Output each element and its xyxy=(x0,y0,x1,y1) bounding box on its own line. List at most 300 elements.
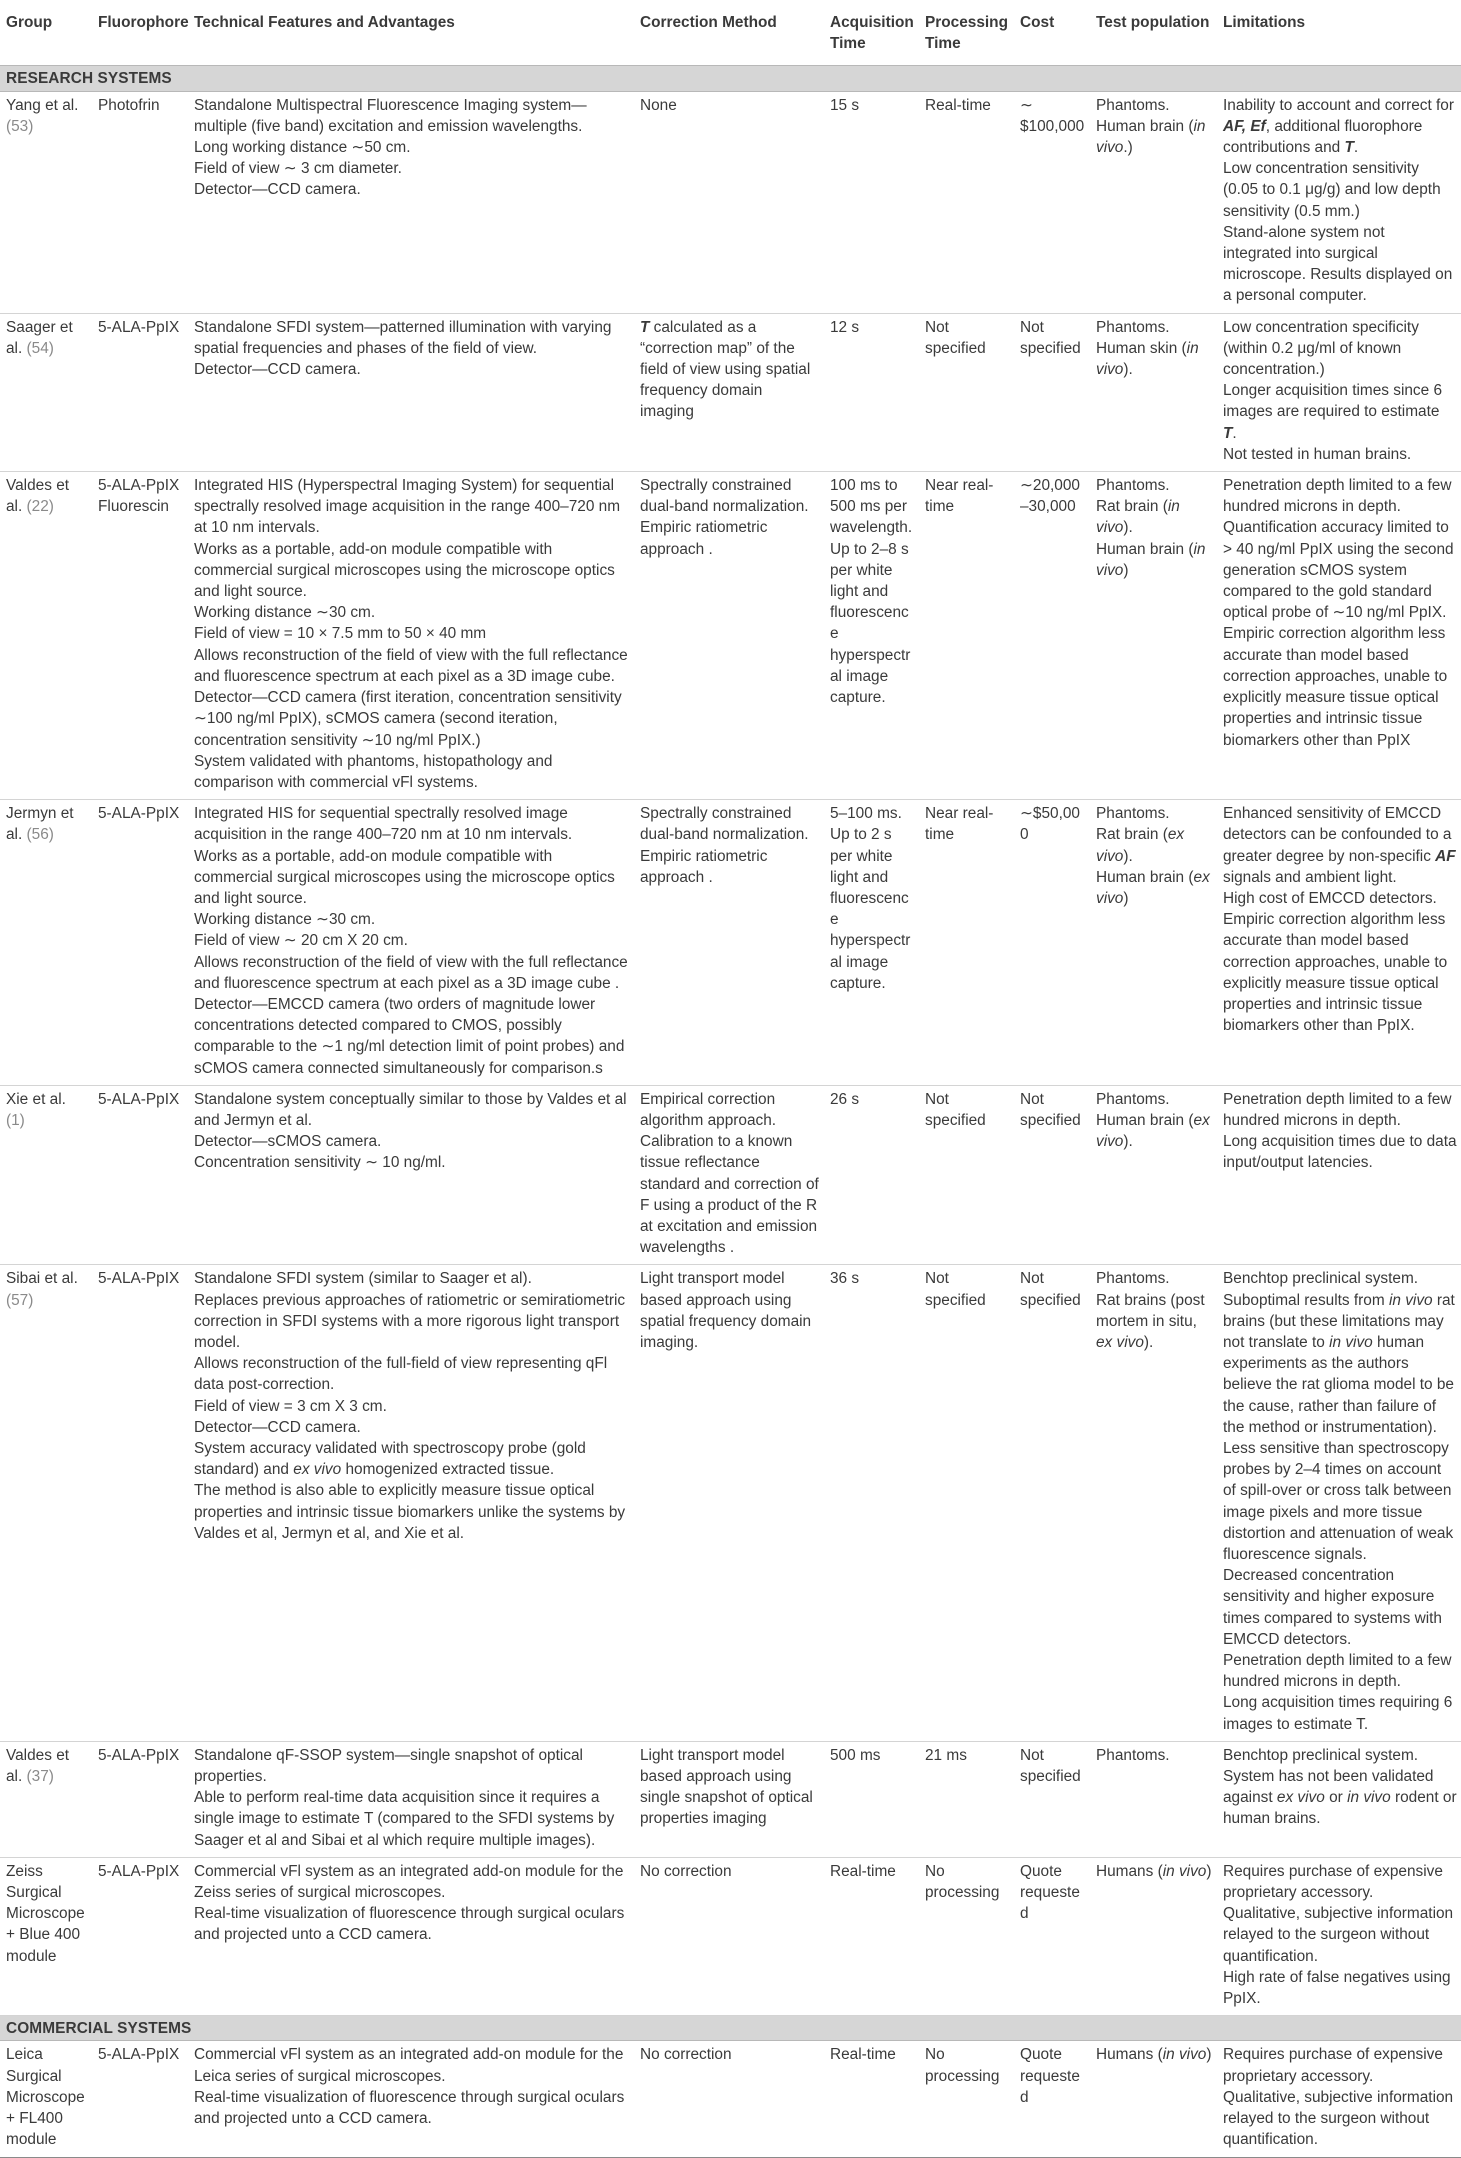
cell-line xyxy=(1020,317,1086,359)
cell-line xyxy=(98,1745,184,1766)
cell-line xyxy=(925,1268,1010,1310)
header-fluorophore: Fluorophore xyxy=(92,6,188,66)
cell-text: Human brain ( xyxy=(1096,540,1194,558)
cell-text: ∼20,000–30,000 xyxy=(1020,477,1080,516)
cell-line xyxy=(98,475,184,517)
cell-line xyxy=(1096,1110,1213,1152)
cell-line xyxy=(6,1089,88,1131)
cell-text: Works as a portable, add-on module compatible with commercial surgical microscopes using the microscope optics and light source. xyxy=(194,540,615,601)
cell-limitations xyxy=(1217,91,1461,313)
cell-line xyxy=(194,909,630,930)
cell-text: homogenized extracted tissue. xyxy=(341,1461,555,1479)
cell-line xyxy=(1223,888,1457,909)
cell-acquisition xyxy=(824,1085,919,1265)
cell-line xyxy=(1223,1290,1457,1438)
cell-text: Penetration depth limited to a few hundred microns in depth. xyxy=(1223,477,1452,516)
cell-line xyxy=(1223,1438,1457,1565)
cell-text: Standalone system conceptually similar to those by Valdes et al and Jermyn et al. xyxy=(194,1090,627,1129)
header-correction-method: Correction Method xyxy=(634,6,824,66)
cell-population xyxy=(1090,1265,1217,1741)
cell-text: Phantoms. xyxy=(1096,1746,1170,1764)
cell-text: Penetration depth limited to a few hundred microns in depth. xyxy=(1223,1652,1452,1691)
cell-text: Near real-time xyxy=(925,477,994,516)
cell-text: Real-time xyxy=(925,96,991,114)
cell-text: in vivo xyxy=(1162,1862,1207,1880)
cell-text: T xyxy=(1223,424,1233,442)
cell-text: Light transport model based approach using single snapshot of optical properties imaging xyxy=(640,1746,813,1828)
cell-text: Longer acquisition times since 6 images are required to estimate xyxy=(1223,382,1443,421)
cell-text: ∼$50,000 xyxy=(1020,805,1080,844)
cell-text: in vivo xyxy=(1162,2046,1207,2064)
table-header-row xyxy=(0,6,1461,66)
cell-text: Not tested in human brains. xyxy=(1223,445,1412,463)
cell-line xyxy=(6,803,88,845)
cell-text: ). xyxy=(1123,1133,1133,1151)
cell-text: 5–100 ms. Up to 2 s per white light and fluorescence hyperspectral image capture. xyxy=(830,805,911,992)
cell-line xyxy=(194,2087,630,2129)
cell-line xyxy=(194,1131,630,1152)
cell-text: Real-time xyxy=(830,2046,896,2064)
cell-line xyxy=(1223,95,1457,159)
cell-line xyxy=(1223,1089,1457,1131)
cell-cost xyxy=(1014,2041,1090,2157)
cell-text: Empiric correction algorithm less accurate than model based correction approaches, unable to explicitly measure tissue optical properties and intrinsic tissue biomarkers other than PpIX. xyxy=(1223,911,1448,1035)
cell-population xyxy=(1090,91,1217,313)
cell-line xyxy=(194,602,630,623)
cell-text: Not specified xyxy=(925,1090,986,1129)
cell-text: ). xyxy=(1123,361,1133,379)
cell-line xyxy=(1223,1565,1457,1650)
cell-features xyxy=(188,1741,634,1857)
cell-fluorophore xyxy=(92,1857,188,2015)
cell-processing xyxy=(919,800,1014,1086)
cell-limitations xyxy=(1217,472,1461,800)
cell-population xyxy=(1090,1085,1217,1265)
cell-line xyxy=(194,359,630,380)
header-features: Technical Features and Advantages xyxy=(188,6,634,66)
cell-line xyxy=(194,1480,630,1544)
cell-text: Stand-alone system not integrated into surgical microscope. Results displayed on a personal computer. xyxy=(1223,223,1453,305)
cell-line xyxy=(830,1745,915,1766)
cell-line xyxy=(98,1089,184,1110)
cell-line xyxy=(1096,539,1213,581)
cell-text: 5-ALA-PpIX xyxy=(98,318,180,336)
cell-line xyxy=(194,1089,630,1131)
cell-line xyxy=(1020,2044,1086,2108)
cell-processing xyxy=(919,2041,1014,2157)
cell-text: Field of view ∼ 3 cm diameter. xyxy=(194,160,402,178)
cell-text: . xyxy=(1353,139,1359,157)
cell-text: Working distance ∼30 cm. xyxy=(194,911,376,929)
cell-line xyxy=(1223,2087,1457,2151)
cell-text: Empirical correction algorithm approach. xyxy=(640,1090,777,1129)
cell-text: in vivo xyxy=(1347,1789,1391,1807)
cell-text: Jermyn et al. xyxy=(6,805,74,844)
cell-text: in vivo xyxy=(1096,540,1206,579)
cell-text: Sibai et al. xyxy=(6,1270,78,1288)
cell-text: Real-time visualization of fluorescence through surgical oculars and projected unto a CCD camera. xyxy=(194,2088,625,2128)
cell-text: System validated with phantoms, histopathology and comparison with commercial vFl systems. xyxy=(194,752,553,791)
cell-line xyxy=(194,952,630,994)
cell-text: ∼ $100,000 xyxy=(1020,96,1085,135)
table-row xyxy=(0,1857,1461,2015)
cell-line xyxy=(640,95,820,116)
cell-line xyxy=(830,1089,915,1110)
cell-line xyxy=(1096,2044,1213,2065)
table-row xyxy=(0,1265,1461,1741)
cell-text: 5-ALA-PpIX xyxy=(98,1746,180,1764)
cell-correction xyxy=(634,91,824,313)
reference-number: (56) xyxy=(26,826,54,844)
cell-text: Low concentration specificity (within 0.2 μg/ml of known concentration.) xyxy=(1223,318,1419,379)
cell-correction xyxy=(634,472,824,800)
cell-line xyxy=(6,317,88,359)
cell-line xyxy=(194,317,630,359)
cell-limitations xyxy=(1217,800,1461,1086)
cell-text: Requires purchase of expensive proprietary accessory. xyxy=(1223,2046,1443,2085)
header-processing-time: Processing Time xyxy=(919,6,1014,66)
cell-group xyxy=(0,800,92,1086)
cell-line xyxy=(194,1353,630,1395)
section-header-row xyxy=(0,2016,1461,2041)
cell-text: 12 s xyxy=(830,318,860,336)
cell-line xyxy=(1096,317,1213,381)
cell-line xyxy=(6,1861,88,1967)
cell-line xyxy=(1223,1650,1457,1692)
cell-line xyxy=(6,2044,88,2150)
cell-line xyxy=(1223,444,1457,465)
cell-text: 5-ALA-PpIX Fluorescin xyxy=(98,477,180,516)
cell-text: Able to perform real-time data acquisition since it requires a single image to estimate T (compared to the SFDI systems by Saager et al and Sibai et al which require multiple images). xyxy=(194,1789,615,1849)
cell-line xyxy=(194,1438,630,1480)
cell-text: Detector—sCMOS camera. xyxy=(194,1133,382,1151)
cell-text: calculated as a “correction map” of the field of view using spatial frequency domain imaging xyxy=(640,318,811,421)
cell-text: Valdes et al. xyxy=(6,1746,70,1786)
cell-correction xyxy=(634,1085,824,1265)
cell-line xyxy=(925,95,1010,116)
cell-text: , additional fluorophore contributions and xyxy=(1223,117,1423,157)
cell-line xyxy=(1020,1089,1086,1131)
cell-text: 15 s xyxy=(830,96,860,114)
cell-line xyxy=(98,803,184,824)
cell-text: Concentration sensitivity ∼ 10 ng/ml. xyxy=(194,1154,446,1172)
cell-population xyxy=(1090,1741,1217,1857)
cell-line xyxy=(1223,475,1457,517)
header-cost: Cost xyxy=(1014,6,1090,66)
section-title: RESEARCH SYSTEMS xyxy=(0,66,1461,91)
cell-line xyxy=(925,2044,1010,2086)
cell-line xyxy=(1223,1903,1457,1967)
cell-text: Humans ( xyxy=(1096,2046,1163,2064)
cell-text: ). xyxy=(1143,1333,1154,1351)
cell-text: Not specified xyxy=(925,1270,986,1309)
cell-text: Detector—CCD camera. xyxy=(194,1418,361,1436)
cell-fluorophore xyxy=(92,1265,188,1741)
cell-line xyxy=(1096,1861,1213,1882)
cell-text: Detector—CCD camera. xyxy=(194,181,361,199)
header-limitations: Limitations xyxy=(1217,6,1461,66)
cell-limitations xyxy=(1217,313,1461,471)
cell-line xyxy=(830,475,915,708)
cell-line xyxy=(1096,496,1213,538)
cell-line xyxy=(640,846,820,888)
cell-line xyxy=(925,803,1010,845)
header-test-population: Test population xyxy=(1090,6,1217,66)
cell-text: Light transport model based approach using spatial frequency domain imaging. xyxy=(640,1270,812,1351)
cell-line xyxy=(640,2044,820,2065)
cell-text: Phantoms. xyxy=(1096,1270,1170,1288)
cell-text: 26 s xyxy=(830,1090,860,1108)
cell-text: Not specified xyxy=(1020,1746,1081,1786)
cell-text: Benchtop preclinical system. xyxy=(1223,1746,1419,1764)
cell-text: in vivo xyxy=(1096,117,1206,157)
cell-cost xyxy=(1014,800,1090,1086)
cell-text: Leica Surgical Microscope + FL400 module xyxy=(6,2046,85,2149)
cell-text: ex vivo xyxy=(1096,1333,1144,1351)
cell-processing xyxy=(919,313,1014,471)
cell-line xyxy=(194,179,630,200)
cell-processing xyxy=(919,1265,1014,1741)
cell-text: ). xyxy=(1123,519,1133,537)
cell-text: Spectrally constrained dual-band normalization. xyxy=(640,477,809,516)
cell-fluorophore xyxy=(92,1741,188,1857)
cell-line xyxy=(194,1745,630,1787)
cell-text: Not specified xyxy=(925,318,986,357)
table-row xyxy=(0,800,1461,1086)
cell-text: 100 ms to 500 ms per wavelength. Up to 2–8 s per white light and fluorescence hyperspectral image capture. xyxy=(830,477,913,707)
cell-correction xyxy=(634,2041,824,2157)
cell-text: .) xyxy=(1123,139,1133,157)
cell-text: 5-ALA-PpIX xyxy=(98,2046,180,2064)
cell-line xyxy=(98,1861,184,1882)
cell-features xyxy=(188,1857,634,2015)
cell-text: Suboptimal results from xyxy=(1223,1291,1389,1309)
cell-text: Spectrally constrained dual-band normalization. xyxy=(640,805,809,844)
cell-text: Qualitative, subjective information relayed to the surgeon without quantification. xyxy=(1223,1905,1454,1965)
cell-features xyxy=(188,2041,634,2157)
cell-cost xyxy=(1014,1085,1090,1265)
cell-group xyxy=(0,1741,92,1857)
cell-population xyxy=(1090,313,1217,471)
cell-line xyxy=(1096,824,1213,866)
cell-text: Allows reconstruction of the field of view with the full reflectance and fluorescence spectrum at each pixel as a 3D image cube . xyxy=(194,953,628,992)
cell-acquisition xyxy=(824,91,919,313)
cell-group xyxy=(0,2041,92,2157)
cell-line xyxy=(1096,475,1213,496)
cell-line xyxy=(194,803,630,845)
cell-group xyxy=(0,472,92,800)
cell-acquisition xyxy=(824,1265,919,1741)
cell-line xyxy=(640,475,820,517)
cell-text: Quote requested xyxy=(1020,2046,1080,2106)
cell-text: The method is also able to explicitly measure tissue optical properties and intrinsic tissue biomarkers unlike the systems by Valdes et al, Jermyn et al, and Xie et al. xyxy=(194,1482,626,1542)
cell-line xyxy=(1020,95,1086,137)
cell-text: Rat brain ( xyxy=(1096,498,1168,516)
cell-text: signals and ambient light. xyxy=(1223,868,1397,886)
cell-text: Detector—CCD camera. xyxy=(194,361,361,379)
cell-text: ex vivo xyxy=(1096,1111,1210,1151)
cell-correction xyxy=(634,1857,824,2015)
cell-line xyxy=(194,158,630,179)
cell-text: ex vivo xyxy=(1276,1789,1325,1807)
cell-text: Real-time visualization of fluorescence through surgical oculars and projected unto a CCD camera. xyxy=(194,1905,625,1944)
reference-number: (37) xyxy=(26,1768,54,1786)
imaging-systems-comparison-table xyxy=(0,6,1461,2158)
cell-text: Zeiss Surgical Microscope + Blue 400 module xyxy=(6,1862,85,1965)
cell-text: Field of view ∼ 20 cm X 20 cm. xyxy=(194,932,408,950)
cell-features xyxy=(188,313,634,471)
cell-text: Long acquisition times due to data input/output latencies. xyxy=(1223,1133,1457,1172)
cell-processing xyxy=(919,1085,1014,1265)
cell-fluorophore xyxy=(92,2041,188,2157)
cell-line xyxy=(925,317,1010,359)
cell-text: Benchtop preclinical system. xyxy=(1223,1270,1419,1288)
cell-population xyxy=(1090,1857,1217,2015)
cell-features xyxy=(188,91,634,313)
cell-features xyxy=(188,472,634,800)
cell-text: None xyxy=(640,96,677,114)
cell-text: Calibration to a known tissue reflectance standard and correction of F using a product of the R at excitation and emission wavelengths . xyxy=(640,1133,819,1257)
cell-line xyxy=(1223,1268,1457,1289)
cell-line xyxy=(194,1268,630,1289)
cell-line xyxy=(194,1152,630,1173)
cell-text: Requires purchase of expensive proprietary accessory. xyxy=(1223,1862,1443,1902)
table-row xyxy=(0,1741,1461,1857)
section-header-row xyxy=(0,66,1461,91)
cell-line xyxy=(194,1861,630,1903)
cell-text: Valdes et al. xyxy=(6,477,70,516)
cell-line xyxy=(98,317,184,338)
table-row xyxy=(0,2041,1461,2157)
cell-cost xyxy=(1014,1741,1090,1857)
cell-population xyxy=(1090,472,1217,800)
cell-processing xyxy=(919,1857,1014,2015)
cell-fluorophore xyxy=(92,1085,188,1265)
cell-text: rat brains (but these limitations may not translate to xyxy=(1223,1291,1455,1351)
cell-text: Replaces previous approaches of ratiometric or semiratiometric correction in SFDI systems with a more rigorous light transport model. xyxy=(194,1291,626,1351)
cell-text: No processing xyxy=(925,2046,1000,2085)
table-row xyxy=(0,313,1461,471)
cell-acquisition xyxy=(824,1741,919,1857)
cell-text: ex vivo xyxy=(1096,826,1185,865)
cell-line xyxy=(925,475,1010,517)
cell-processing xyxy=(919,472,1014,800)
cell-line xyxy=(640,1861,820,1882)
cell-text: Phantoms. Human skin ( xyxy=(1096,318,1187,357)
cell-group xyxy=(0,1857,92,2015)
cell-cost xyxy=(1014,91,1090,313)
table-row xyxy=(0,472,1461,800)
cell-text: in vivo xyxy=(1096,339,1199,379)
cell-text: High rate of false negatives using PpIX. xyxy=(1223,1968,1451,2008)
cell-text: Long acquisition times requiring 6 images to estimate T. xyxy=(1223,1694,1453,1733)
cell-fluorophore xyxy=(92,313,188,471)
cell-text: Phantoms. xyxy=(1096,477,1170,495)
cell-correction xyxy=(634,1265,824,1741)
table-body xyxy=(0,66,1461,2157)
cell-fluorophore xyxy=(92,800,188,1086)
cell-text: Inability to account and correct for xyxy=(1223,96,1454,114)
cell-line xyxy=(1096,1290,1213,1354)
cell-text: ) xyxy=(1206,1862,1212,1880)
cell-text: ex vivo xyxy=(293,1461,342,1479)
cell-line xyxy=(98,1268,184,1289)
cell-line xyxy=(194,994,630,1079)
cell-line xyxy=(640,803,820,845)
cell-line xyxy=(830,1861,915,1882)
cell-text: in vivo xyxy=(1329,1333,1373,1351)
cell-limitations xyxy=(1217,1857,1461,2015)
cell-population xyxy=(1090,800,1217,1086)
cell-text: Low concentration sensitivity (0.05 to 0.1 μg/g) and low depth sensitivity (0.5 mm.) xyxy=(1223,160,1441,220)
cell-text: Standalone qF-SSOP system—single snapshot of optical properties. xyxy=(194,1746,583,1786)
cell-text: Saager et al. xyxy=(6,318,73,357)
cell-text: Detector—CCD camera (first iteration, concentration sensitivity ∼100 ng/ml PpIX), sCMOS camera (second iteration, concentration sensitivity ∼10 ng/ml PpIX.) xyxy=(194,689,622,749)
cell-cost xyxy=(1014,313,1090,471)
cell-limitations xyxy=(1217,1265,1461,1741)
header-acquisition-time: Acquisition Time xyxy=(824,6,919,66)
cell-limitations xyxy=(1217,1741,1461,1857)
cell-line xyxy=(925,1861,1010,1903)
cell-acquisition xyxy=(824,800,919,1086)
cell-text: ) xyxy=(1123,889,1129,907)
cell-text: ). xyxy=(1123,847,1133,865)
cell-line xyxy=(194,623,630,644)
cell-text: Working distance ∼30 cm. xyxy=(194,604,376,622)
cell-text: Penetration depth limited to a few hundred microns in depth. xyxy=(1223,1090,1452,1129)
cell-population xyxy=(1090,2041,1217,2157)
cell-line xyxy=(1020,475,1086,517)
cell-text: Real-time xyxy=(830,1862,896,1880)
cell-text: Allows reconstruction of the full-field of view representing qFl data post-correction. xyxy=(194,1355,608,1394)
cell-acquisition xyxy=(824,1857,919,2015)
cell-line xyxy=(1223,317,1457,381)
cell-text: No correction xyxy=(640,2046,732,2064)
cell-text: Xie et al. xyxy=(6,1090,66,1108)
cell-text: Empiric ratiometric approach . xyxy=(640,847,768,886)
cell-cost xyxy=(1014,1265,1090,1741)
cell-text: Empiric correction algorithm less accurate than model based correction approaches, unable to explicitly measure tissue optical properties and intrinsic tissue biomarkers other than PpIX xyxy=(1223,625,1448,749)
cell-line xyxy=(830,317,915,338)
cell-text: Humans ( xyxy=(1096,1862,1163,1880)
cell-text: Quantification accuracy limited to > 40 ng/ml PpIX using the second generation sCMOS system compared to the gold standard optical probe of ∼10 ng/ml PpIX. xyxy=(1223,519,1454,622)
cell-features xyxy=(188,1265,634,1741)
cell-text: rodent or human brains. xyxy=(1223,1789,1457,1828)
cell-text: AF, Ef xyxy=(1223,117,1266,135)
cell-text: No processing xyxy=(925,1862,1000,1902)
cell-line xyxy=(194,1417,630,1438)
cell-line xyxy=(1223,517,1457,623)
cell-line xyxy=(6,1745,88,1787)
cell-text: Empiric ratiometric approach . xyxy=(640,519,768,558)
cell-line xyxy=(1096,867,1213,909)
cell-line xyxy=(1020,803,1086,845)
cell-line xyxy=(925,1089,1010,1131)
cell-text: 5-ALA-PpIX xyxy=(98,1270,180,1288)
cell-line xyxy=(1096,1745,1213,1766)
cell-acquisition xyxy=(824,472,919,800)
cell-correction xyxy=(634,800,824,1086)
cell-line xyxy=(194,645,630,687)
cell-line xyxy=(830,2044,915,2065)
cell-limitations xyxy=(1217,1085,1461,1265)
cell-text: 36 s xyxy=(830,1270,860,1288)
reference-number: (54) xyxy=(26,339,54,357)
cell-group xyxy=(0,91,92,313)
cell-text: T xyxy=(640,318,650,336)
cell-text: Commercial vFl system as an integrated add-on module for the Leica series of surgical microscopes. xyxy=(194,2046,624,2085)
cell-text: Less sensitive than spectroscopy probes by 2–4 times on account of spill-over or cross talk between image pixels and more tissue distortion and attenuation of weak fluorescence signals. xyxy=(1223,1440,1454,1564)
